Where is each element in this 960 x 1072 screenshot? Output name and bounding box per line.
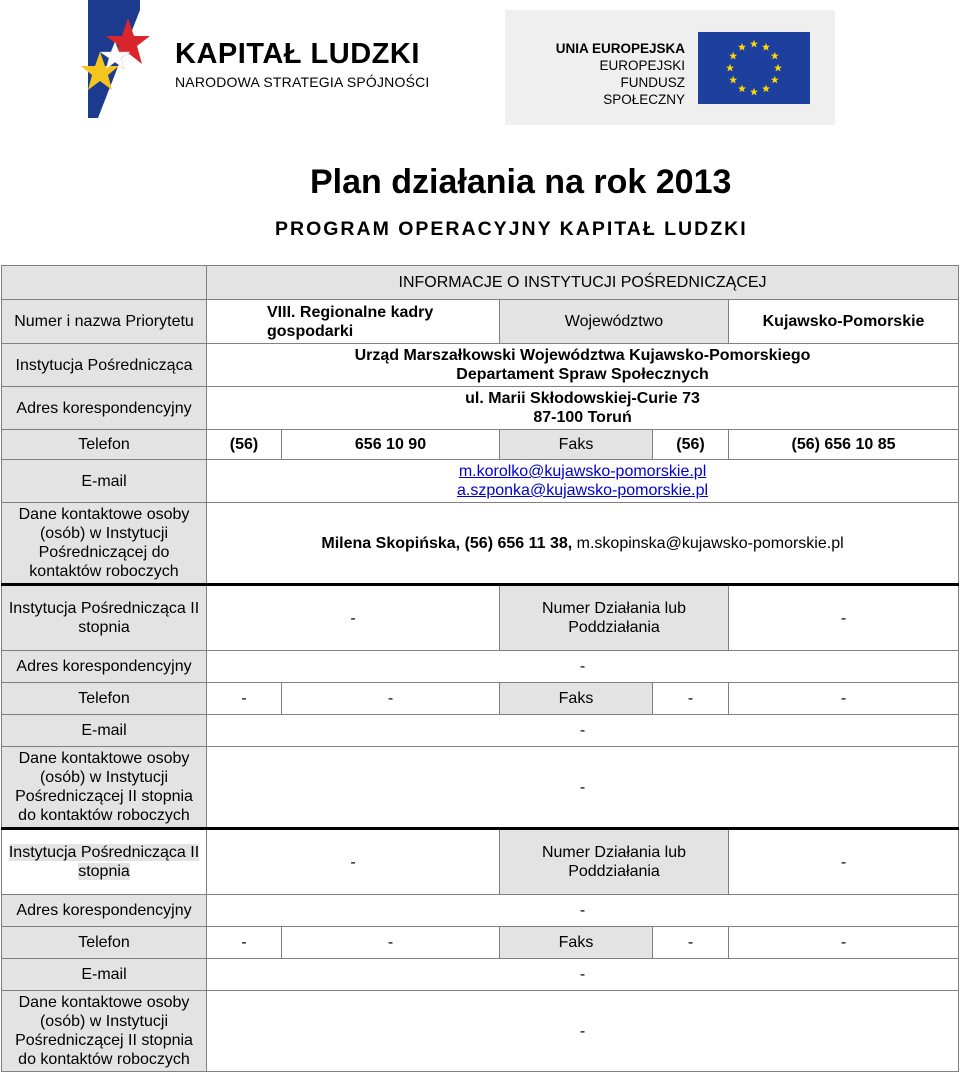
ip2-measure-value: -	[729, 585, 959, 651]
fax-code: (56)	[653, 430, 729, 460]
ip2-phone-label: Telefon	[2, 683, 207, 715]
ip2b-phone-number: -	[282, 927, 500, 959]
section-heading: INFORMACJE O INSTYTUCJI POŚREDNICZĄCEJ	[207, 266, 959, 300]
address-value	[207, 387, 959, 430]
institution-label: Instytucja Pośrednicząca	[2, 344, 207, 387]
page-subtitle: PROGRAM OPERACYJNY KAPITAŁ LUDZKI	[275, 218, 748, 240]
institution-value	[207, 344, 959, 387]
ip2b-institution-value: -	[207, 829, 500, 895]
ip2-institution-value: -	[207, 585, 500, 651]
ip2-email-value: -	[207, 715, 959, 747]
institution-info-table	[1, 265, 959, 1072]
voivodeship-label: Województwo	[500, 300, 729, 344]
phone-number: 656 10 90	[282, 430, 500, 460]
kapital-ludzki-stars-icon	[70, 0, 150, 125]
ip2-address-value: -	[207, 651, 959, 683]
institution-line-2: Departament Spraw Społecznych	[456, 366, 709, 383]
ip2-contact-value: -	[207, 747, 959, 829]
email-value	[207, 460, 959, 503]
kapital-ludzki-subtitle: NARODOWA STRATEGIA SPÓJNOŚCI	[175, 74, 430, 90]
address-label: Adres korespondencyjny	[2, 387, 207, 430]
ip2-fax-label: Faks	[500, 683, 653, 715]
ip2b-email-label: E-mail	[2, 959, 207, 991]
eu-flag-icon	[698, 32, 810, 104]
email-link-1[interactable]: m.korolko@kujawsko-pomorskie.pl	[458, 463, 707, 480]
ip2b-email-value: -	[207, 959, 959, 991]
ip2b-measure-value: -	[729, 829, 959, 895]
ip2b-institution-label-text: Instytucja Pośrednicząca II stopnia	[8, 844, 200, 880]
eu-logo	[505, 10, 835, 125]
phone-code: (56)	[207, 430, 282, 460]
eu-logo-line-1: UNIA EUROPEJSKA	[555, 41, 685, 56]
ip2b-fax-code: -	[653, 927, 729, 959]
ip2b-fax-number: -	[729, 927, 959, 959]
info-label-cell	[2, 266, 207, 300]
contact-name: Milena Skopińska, (56) 656 11 38,	[321, 534, 573, 552]
address-line-2: 87-100 Toruń	[533, 409, 632, 426]
institution-line-1: Urząd Marszałkowski Województwa Kujawsko-Pomorskiego	[354, 347, 811, 364]
ip2b-contact-value: -	[207, 991, 959, 1072]
ip2-contact-label: Dane kontaktowe osoby (osób) w Instytucji Pośredniczącej II stopnia do kontaktów roboczych	[2, 747, 207, 829]
address-line-1: ul. Marii Skłodowskiej-Curie 73	[465, 390, 700, 407]
ip2-measure-label: Numer Działania lub Poddziałania	[500, 585, 729, 651]
eu-logo-text	[535, 40, 685, 108]
ip2b-measure-label: Numer Działania lub Poddziałania	[500, 829, 729, 895]
ip2b-address-value: -	[207, 895, 959, 927]
ip2b-phone-code: -	[207, 927, 282, 959]
eu-logo-line-2: EUROPEJSKI	[599, 58, 685, 73]
contact-value	[207, 503, 959, 585]
ip2b-phone-label: Telefon	[2, 927, 207, 959]
ip2-phone-code: -	[207, 683, 282, 715]
email-label: E-mail	[2, 460, 207, 503]
ip2b-fax-label: Faks	[500, 927, 653, 959]
ip2b-institution-label	[2, 829, 207, 895]
voivodeship-value: Kujawsko-Pomorskie	[729, 300, 959, 344]
fax-label: Faks	[500, 430, 653, 460]
ip2-address-label: Adres korespondencyjny	[2, 651, 207, 683]
priority-value: VIII. Regionalne kadry gospodarki	[207, 300, 500, 344]
eu-logo-line-3: FUNDUSZ SPOŁECZNY	[603, 75, 685, 107]
ip2-phone-number: -	[282, 683, 500, 715]
page-title: Plan działania na rok 2013	[310, 163, 732, 201]
ip2-institution-label: Instytucja Pośrednicząca II stopnia	[2, 585, 207, 651]
contact-email: m.skopinska@kujawsko-pomorskie.pl	[576, 534, 844, 552]
priority-label: Numer i nazwa Priorytetu	[2, 300, 207, 344]
ip2-email-label: E-mail	[2, 715, 207, 747]
email-link-2[interactable]: a.szponka@kujawsko-pomorskie.pl	[457, 482, 709, 499]
contact-label: Dane kontaktowe osoby (osób) w Instytucji Pośredniczącej do kontaktów roboczych	[2, 503, 207, 585]
ip2b-address-label: Adres korespondencyjny	[2, 895, 207, 927]
kapital-ludzki-title: KAPITAŁ LUDZKI	[175, 38, 420, 70]
kapital-ludzki-logo	[70, 0, 450, 125]
ip2b-contact-label: Dane kontaktowe osoby (osób) w Instytucji Pośredniczącej II stopnia do kontaktów roboczych	[2, 991, 207, 1072]
ip2-fax-code: -	[653, 683, 729, 715]
phone-label: Telefon	[2, 430, 207, 460]
ip2-fax-number: -	[729, 683, 959, 715]
fax-number: (56) 656 10 85	[729, 430, 959, 460]
